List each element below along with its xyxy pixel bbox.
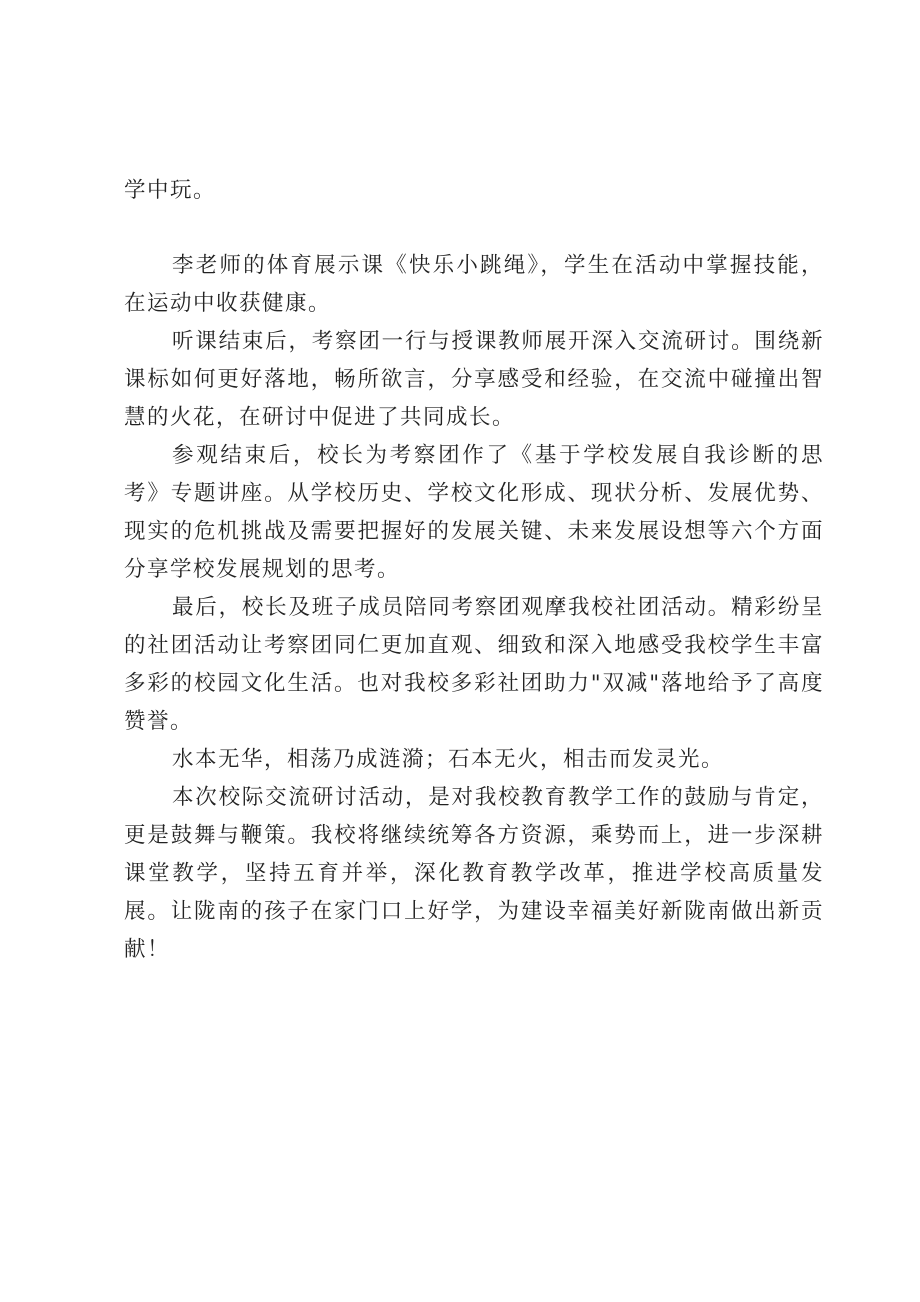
paragraph-lecture: 参观结束后，校长为考察团作了《基于学校发展自我诊断的思考》专题讲座。从学校历史、学校文化形成、现状分析、发展优势、现实的危机挑战及需要把握好的发展关键、未来发展设想等六个方面分享学校发展规划的思考。 [124,443,824,582]
paragraph-quote: 水本无华，相荡乃成涟漪；石本无火，相击而发灵光。 [172,747,725,772]
paragraph-conclusion: 本次校际交流研讨活动，是对我校教育教学工作的鼓励与肯定，更是鼓舞与鞭策。我校将继续统筹各方资源，乘势而上，进一步深耕课堂教学，坚持五育并举，深化教育教学改革，推进学校高质量发展。让陇南的孩子在家门口上好学，为建设幸福美好新陇南做出新贡献！ [124,785,824,962]
paragraph-pe-class: 李老师的体育展示课《快乐小跳绳》，学生在活动中掌握技能，在运动中收获健康。 [124,253,824,316]
paragraph-continuation: 学中玩。 [124,178,217,203]
paragraph-discussion: 听课结束后，考察团一行与授课教师展开深入交流研讨。围绕新课标如何更好落地，畅所欲言，分享感受和经验，在交流中碰撞出智慧的火花，在研讨中促进了共同成长。 [124,329,824,430]
article-body [124,172,824,969]
paragraph-club-activities: 最后，校长及班子成员陪同考察团观摩我校社团活动。精彩纷呈的社团活动让考察团同仁更加直观、细致和深入地感受我校学生丰富多彩的校园文化生活。也对我校多彩社团助力"双减"落地给予了高度赞誉。 [124,595,824,734]
